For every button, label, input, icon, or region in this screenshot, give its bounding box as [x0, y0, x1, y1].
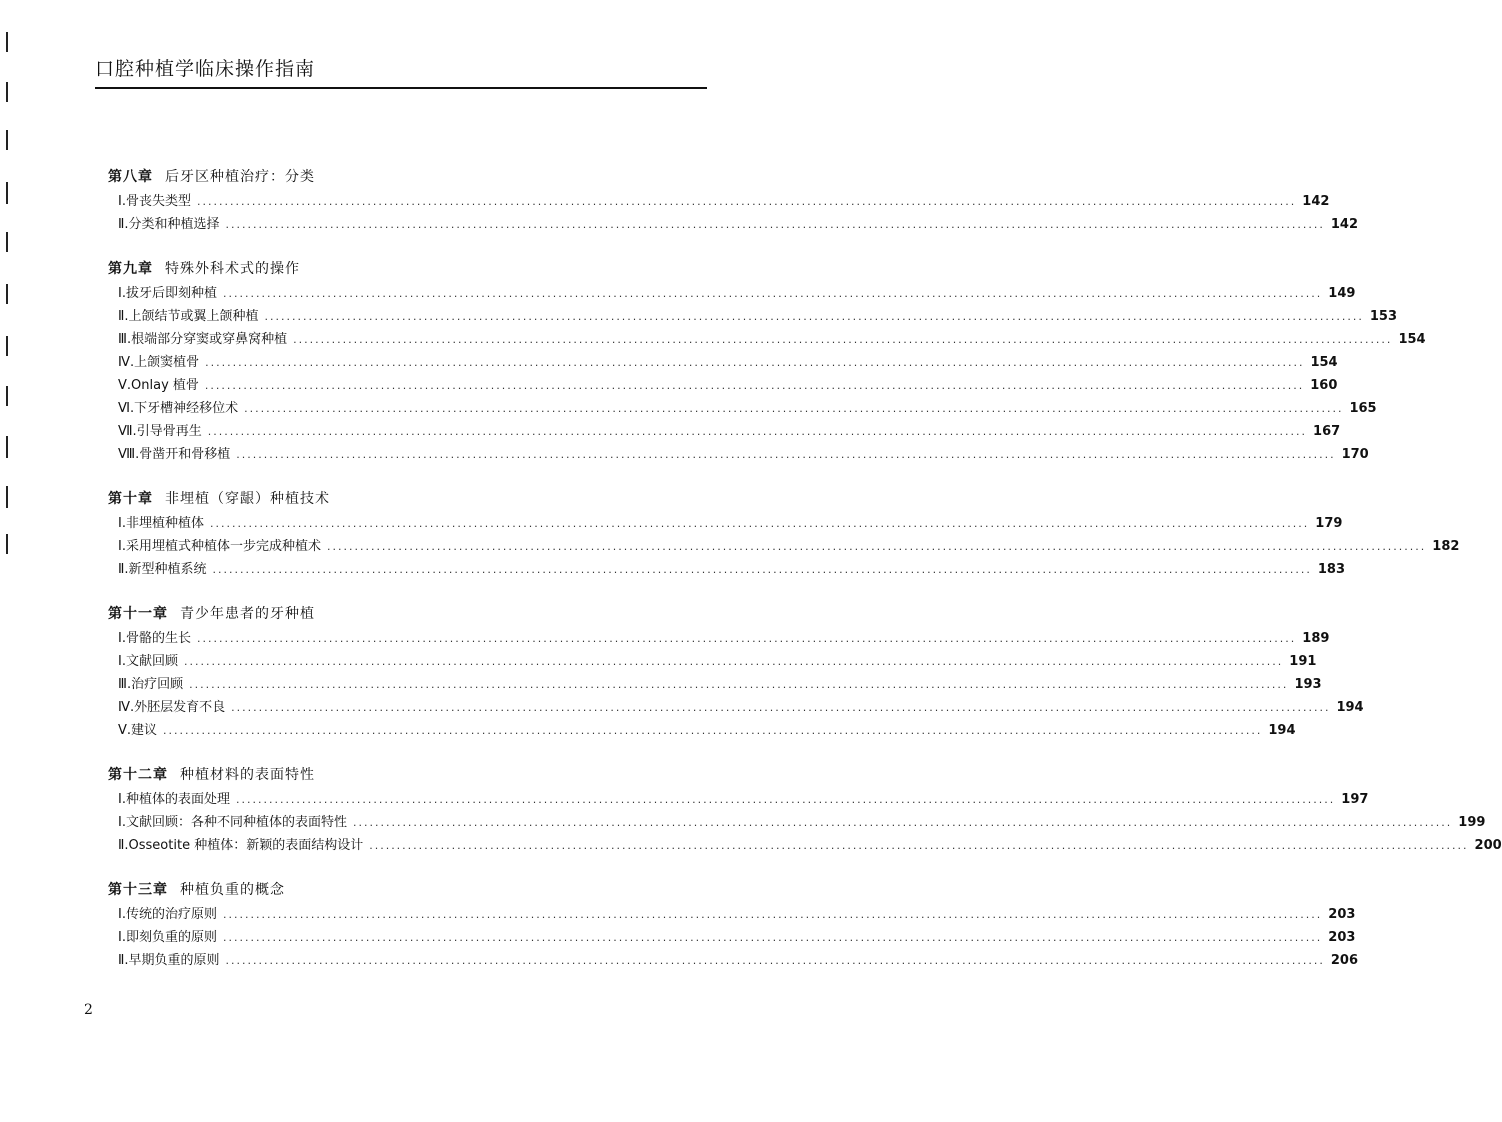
- running-header: [95, 54, 707, 89]
- toc-entry[interactable]: [108, 719, 1296, 742]
- toc-entry[interactable]: [108, 696, 1364, 719]
- toc-entry[interactable]: [108, 397, 1377, 420]
- entry-label: Ⅶ.引导骨再生: [118, 424, 202, 439]
- entry-page-number: 194: [1336, 700, 1364, 715]
- toc-entry[interactable]: [108, 903, 1356, 926]
- toc-entry[interactable]: [108, 673, 1322, 696]
- table-of-contents: [108, 166, 1502, 994]
- entry-page-number: 191: [1289, 654, 1317, 669]
- page-number: 2: [84, 1002, 93, 1018]
- chapter-title: [108, 258, 674, 280]
- entry-label: Ⅴ.建议: [118, 723, 158, 738]
- entry-page-number: 179: [1315, 516, 1343, 531]
- chapter-name: 种植负重的概念: [180, 882, 285, 898]
- chapter-number: 第八章: [108, 169, 153, 185]
- book-title: 口腔种植学临床操作指南: [95, 58, 316, 80]
- entry-label: Ⅰ.即刻负重的原则: [118, 930, 217, 945]
- entry-label: Ⅰ.文献回顾: [118, 654, 178, 669]
- dot-leader: ........................................................................................................................................................................................................: [293, 333, 1393, 346]
- entry-page-number: 206: [1330, 953, 1358, 968]
- dot-leader: ........................................................................................................................................................................................................: [244, 402, 1344, 415]
- chapter-title: [108, 879, 674, 901]
- chapter-title: [108, 488, 674, 510]
- entry-page-number: 194: [1268, 723, 1296, 738]
- entry-label: Ⅲ.治疗回顾: [118, 677, 184, 692]
- dot-leader: ........................................................................................................................................................................................................: [235, 793, 1336, 806]
- entry-page-number: 149: [1328, 286, 1356, 301]
- chapter-section: [108, 258, 1426, 466]
- chapter-section: [108, 603, 1364, 742]
- toc-entry[interactable]: [108, 811, 1486, 834]
- toc-entry[interactable]: [108, 627, 1330, 650]
- chapter-title: [108, 166, 674, 188]
- dot-leader: ........................................................................................................................................................................................................: [225, 218, 1325, 231]
- toc-entry[interactable]: [108, 949, 1358, 972]
- chapter-title: [108, 764, 674, 786]
- dot-leader: ........................................................................................................................................................................................................: [207, 425, 1308, 438]
- entry-label: Ⅳ.上颌窦植骨: [118, 355, 200, 370]
- dot-leader: ........................................................................................................................................................................................................: [189, 678, 1289, 691]
- dot-leader: ........................................................................................................................................................................................................: [225, 954, 1325, 967]
- toc-entry[interactable]: [108, 535, 1460, 558]
- entry-label: Ⅰ.传统的治疗原则: [118, 907, 217, 922]
- binding-edge-mark: [6, 284, 8, 304]
- toc-entry[interactable]: [108, 420, 1341, 443]
- binding-edge-mark: [6, 486, 8, 508]
- chapter-name: 后牙区种植治疗：分类: [165, 169, 315, 185]
- entry-page-number: 199: [1458, 815, 1486, 830]
- entry-label: Ⅰ.种植体的表面处理: [118, 792, 230, 807]
- chapter-name: 特殊外科术式的操作: [165, 261, 300, 277]
- binding-edge-mark: [6, 130, 8, 150]
- entry-page-number: 200: [1474, 838, 1502, 853]
- toc-entry[interactable]: [108, 650, 1317, 673]
- entry-label: Ⅱ.早期负重的原则: [118, 953, 220, 968]
- toc-entry[interactable]: [108, 190, 1330, 213]
- entry-page-number: 165: [1349, 401, 1377, 416]
- entry-label: Ⅰ.拔牙后即刻种植: [118, 286, 217, 301]
- entry-page-number: 154: [1398, 332, 1426, 347]
- entry-page-number: 197: [1341, 792, 1369, 807]
- dot-leader: ........................................................................................................................................................................................................: [352, 816, 1453, 829]
- toc-entry[interactable]: [108, 834, 1502, 857]
- chapter-number: 第十一章: [108, 606, 168, 622]
- toc-entry[interactable]: [108, 374, 1338, 397]
- toc-entry[interactable]: [108, 282, 1356, 305]
- binding-edge-mark: [6, 232, 8, 252]
- dot-leader: ........................................................................................................................................................................................................: [212, 563, 1312, 576]
- dot-leader: ........................................................................................................................................................................................................: [205, 356, 1305, 369]
- binding-edge-mark: [6, 82, 8, 102]
- dot-leader: ........................................................................................................................................................................................................: [264, 310, 1364, 323]
- dot-leader: ........................................................................................................................................................................................................: [231, 701, 1331, 714]
- chapter-name: 种植材料的表面特性: [180, 767, 315, 783]
- dot-leader: ........................................................................................................................................................................................................: [326, 540, 1427, 553]
- entry-label: Ⅰ.骨丧失类型: [118, 194, 191, 209]
- dot-leader: ........................................................................................................................................................................................................: [222, 908, 1323, 921]
- entry-page-number: 189: [1302, 631, 1330, 646]
- chapter-section: [108, 166, 1358, 236]
- entry-label: Ⅱ.分类和种植选择: [118, 217, 220, 232]
- chapter-title: [108, 603, 674, 625]
- toc-entry[interactable]: [108, 558, 1345, 581]
- chapter-section: [108, 488, 1460, 581]
- entry-page-number: 203: [1328, 907, 1356, 922]
- entry-page-number: 142: [1330, 217, 1358, 232]
- entry-page-number: 183: [1317, 562, 1345, 577]
- entry-label: Ⅱ.上颌结节或翼上颌种植: [118, 309, 259, 324]
- entry-page-number: 170: [1341, 447, 1369, 462]
- binding-edge-mark: [6, 32, 8, 52]
- entry-page-number: 203: [1328, 930, 1356, 945]
- dot-leader: ........................................................................................................................................................................................................: [183, 655, 1284, 668]
- chapter-number: 第九章: [108, 261, 153, 277]
- dot-leader: ........................................................................................................................................................................................................: [204, 379, 1305, 392]
- entry-label: Ⅷ.骨凿开和骨移植: [118, 447, 231, 462]
- dot-leader: ........................................................................................................................................................................................................: [196, 195, 1297, 208]
- entry-label: Ⅰ.采用埋植式种植体一步完成种植术: [118, 539, 321, 554]
- dot-leader: ........................................................................................................................................................................................................: [236, 448, 1336, 461]
- chapter-number: 第十章: [108, 491, 153, 507]
- chapter-name: 非埋植（穿龈）种植技术: [165, 491, 330, 507]
- toc-entry[interactable]: [108, 305, 1397, 328]
- toc-entry[interactable]: [108, 351, 1338, 374]
- dot-leader: ........................................................................................................................................................................................................: [196, 632, 1297, 645]
- binding-edge-mark: [6, 436, 8, 458]
- entry-page-number: 142: [1302, 194, 1330, 209]
- entry-label: Ⅲ.根端部分穿窦或穿鼻窝种植: [118, 332, 288, 347]
- binding-edge-mark: [6, 182, 8, 204]
- binding-edge-mark: [6, 336, 8, 356]
- dot-leader: ........................................................................................................................................................................................................: [163, 724, 1263, 737]
- entry-label: Ⅳ.外胚层发育不良: [118, 700, 226, 715]
- entry-label: Ⅰ.非埋植种植体: [118, 516, 204, 531]
- dot-leader: ........................................................................................................................................................................................................: [209, 517, 1310, 530]
- entry-label: Ⅵ.下牙槽神经移位术: [118, 401, 239, 416]
- entry-label: Ⅰ.文献回顾：各种不同种植体的表面特性: [118, 815, 347, 830]
- entry-page-number: 154: [1310, 355, 1338, 370]
- chapter-name: 青少年患者的牙种植: [180, 606, 315, 622]
- chapter-list: [108, 166, 1502, 972]
- chapter-number: 第十二章: [108, 767, 168, 783]
- entry-label: Ⅱ.新型种植系统: [118, 562, 207, 577]
- entry-label: Ⅴ.Onlay 植骨: [118, 378, 199, 393]
- toc-entry[interactable]: [108, 788, 1369, 811]
- toc-entry[interactable]: [108, 443, 1369, 466]
- entry-page-number: 153: [1369, 309, 1397, 324]
- chapter-number: 第十三章: [108, 882, 168, 898]
- entry-page-number: 182: [1432, 539, 1460, 554]
- entry-label: Ⅱ.Osseotite 种植体：新颖的表面结构设计: [118, 838, 364, 853]
- dot-leader: ........................................................................................................................................................................................................: [369, 839, 1469, 852]
- toc-entry[interactable]: [108, 926, 1356, 949]
- dot-leader: ........................................................................................................................................................................................................: [222, 287, 1323, 300]
- chapter-section: [108, 879, 1358, 972]
- entry-page-number: 193: [1294, 677, 1322, 692]
- entry-page-number: 167: [1313, 424, 1341, 439]
- binding-edge-mark: [6, 386, 8, 406]
- entry-label: Ⅰ.骨骼的生长: [118, 631, 191, 646]
- dot-leader: ........................................................................................................................................................................................................: [222, 931, 1323, 944]
- entry-page-number: 160: [1310, 378, 1338, 393]
- toc-entry[interactable]: [108, 328, 1426, 351]
- chapter-section: [108, 764, 1502, 857]
- toc-entry[interactable]: [108, 213, 1358, 236]
- toc-entry[interactable]: [108, 512, 1343, 535]
- binding-edge-mark: [6, 534, 8, 554]
